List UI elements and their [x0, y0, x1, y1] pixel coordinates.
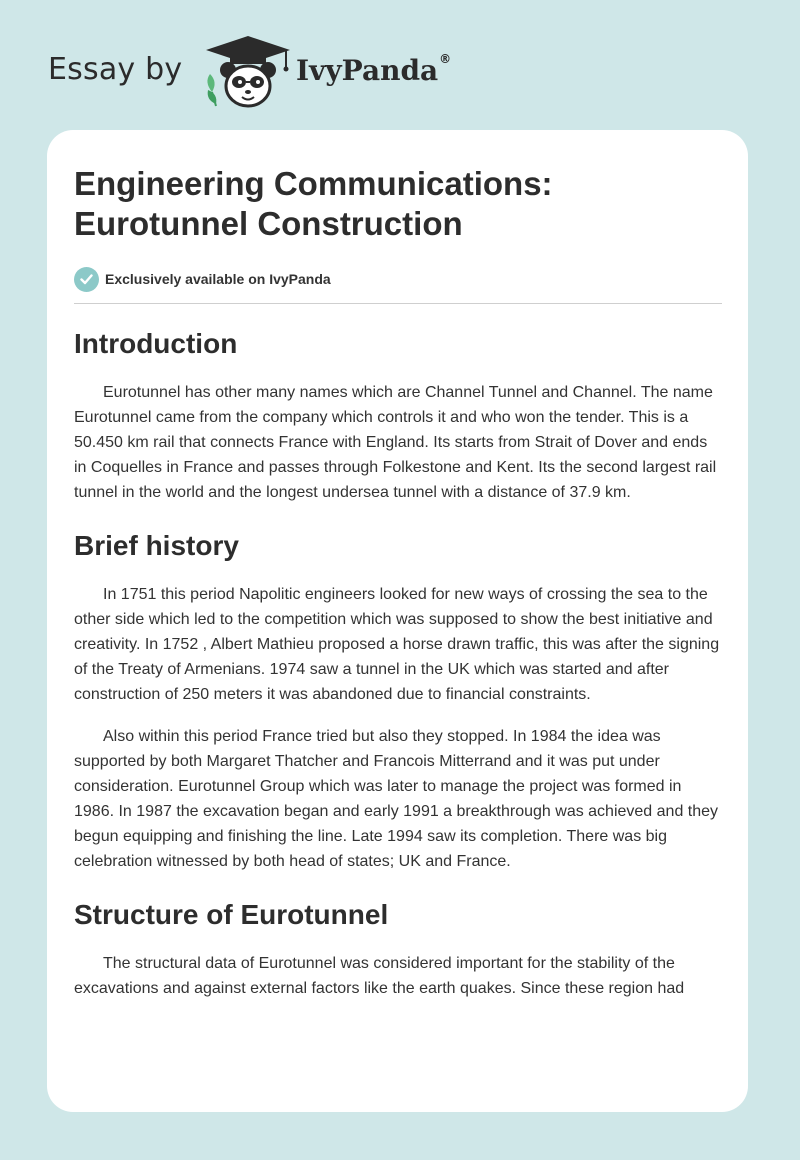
paragraph-structure-1: The structural data of Eurotunnel was considered important for the stability of the excavations and against external factors like the earth quakes. Since these region had — [74, 955, 685, 997]
check-icon — [74, 267, 99, 292]
panda-mascot-icon[interactable] — [202, 34, 294, 110]
essay-card — [47, 130, 748, 1112]
page-title — [74, 164, 724, 244]
paragraph-brief-history-1: In 1751 this period Napolitic engineers looked for new ways of crossing the sea to the other side which led to the competition which was supposed to show the best initiative and creativity. In 1752 , Albert Mathieu proposed a horse drawn traffic, this was after the signing of the Treaty of Armenians. 1974 saw a tunnel in the UK which was started and after construction of 250 meters it was abandoned due to financial constraints. — [74, 586, 720, 703]
section-heading-introduction: Introduction — [74, 328, 238, 359]
exclusive-badge-text: Exclusively available on IvyPanda — [105, 271, 331, 287]
exclusive-badge — [74, 266, 724, 292]
title-line-2: Eurotunnel Construction — [74, 205, 463, 242]
title-line-1: Engineering Communications: — [74, 165, 553, 202]
section-heading-structure: Structure of Eurotunnel — [74, 899, 389, 930]
section-heading-brief-history: Brief history — [74, 530, 239, 561]
brand-logo-text[interactable] — [296, 54, 451, 87]
site-header — [48, 34, 508, 110]
registered-mark: ® — [439, 52, 452, 66]
essay-content — [74, 164, 724, 1001]
brand-name: IvyPanda — [296, 54, 439, 87]
paragraph-introduction-1: Eurotunnel has other many names which are Channel Tunnel and Channel. The name Eurotunnel came from the company which controls it and who won the tender. This is a 50.450 km rail that connects France with England. Its starts from Strait of Dover and ends in Coquelles in France and passes through Folkestone and Kent. Its the second largest rail tunnel in the world and the longest undersea tunnel with a distance of 37.9 km. — [74, 384, 717, 501]
divider — [74, 303, 722, 304]
paragraph-brief-history-2: Also within this period France tried but also they stopped. In 1984 the idea was supported by both Margaret Thatcher and Francois Mitterrand and it was put under consideration. Eurotunnel Group which was later to manage the project was formed in 1986. In 1987 the excavation began and early 1991 a breakthrough was achieved and they begun equipping and finishing the line. Late 1994 saw its completion. There was big celebration witnessed by both head of states; UK and France. — [74, 728, 719, 870]
essay-by-label: Essay by — [48, 52, 183, 87]
